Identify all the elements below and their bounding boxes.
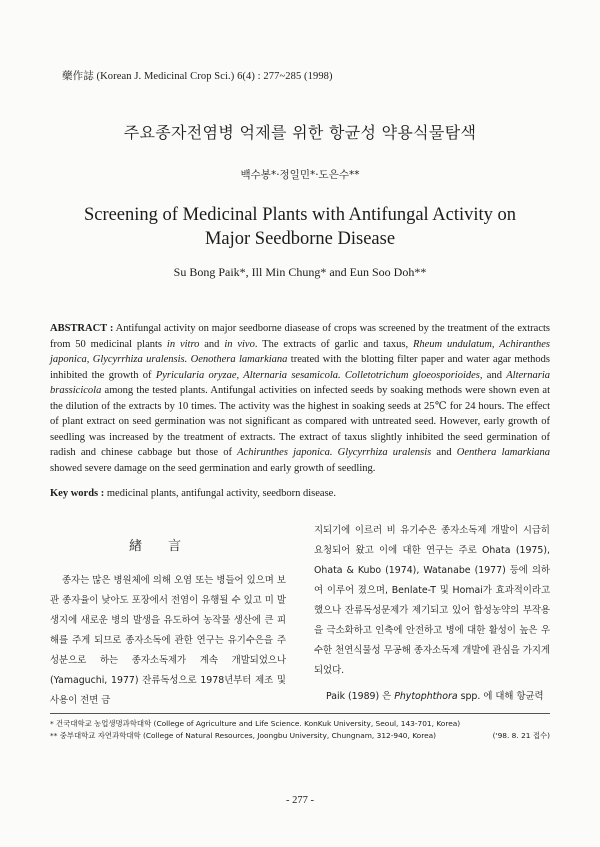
abstract-italic: Rheum undulatum, Achiranthes japonica, Glycyrrhiza uralensis. Oenothera lamarkiana [50,338,550,365]
abstract-text: . The extracts of garlic and taxus, [254,338,413,350]
abstract-italic: Achirunthes japonica. Glycyrrhiza uralensis [237,447,432,458]
intro-paragraph: 종자는 많은 병원체에 의해 오염 또는 병들어 있으며 보관 종자율이 낮아도 포장에서 전염이 유행될 수 있고 미 발생지에 새로운 병의 발생을 유도하여 농작물 생산에 큰 피해를 주게 되므로 종자소독에 관한 연구는 유기수은을 주성분으로 하는 종자소독제가 계속 개발되었으나 (Yamaguchi, 1977) 잔류독성으로 1978년부터 제조 및 사용이 전면 금 [50,575,286,706]
footnote-1: * 건국대학교 농업생명과학대학 (College of Agriculture and Life Science. KonKuk University, Seoul, 143-701, Korea) [50,719,461,728]
abstract-text: and [482,369,507,381]
abstract-italic: Alternaria brassicicola [50,369,550,396]
abstract-text: treated with the blotting filter paper and water agar methods inhibited the growth of [50,354,550,381]
page-number: - 277 - [286,795,314,806]
title-english [0,203,600,251]
title-korean: 주요종자전염병 억제를 위한 항균성 약용식물탐색 [123,123,477,142]
abstract-italic: in vitro [166,338,200,350]
section-heading-introduction: 緖言 [128,539,207,554]
left-column [50,521,286,711]
intro-paragraph-2 [314,687,550,707]
footnote-rule [50,713,550,714]
keywords-label: Key words : [50,488,105,499]
abstract-text: showed severe damage on the seed germination and early growth of seedling. [50,462,376,474]
title-english-line2: Major Seedborne Disease [204,229,396,249]
abstract-italic: in vivo [224,338,255,350]
para2-text: Paik (1989) 은 [326,691,395,702]
authors-english: Su Bong Paik*, Ill Min Chung* and Eun Soo Doh** [173,265,427,279]
abstract-text: and [199,338,225,350]
keywords [50,486,550,501]
abstract-label: ABSTRACT : [50,323,114,334]
abstract-italic: Pyricularia oryzae, Alternaria sesamicola. Colletotrichum gloeosporioides, [155,369,483,381]
abstract-text: and [431,447,457,458]
abstract-text: among the tested plants. Antifungal activities on infected seeds by soaking methods were shown even at the dilution of the extracts by 10 times. The activity was the highest in soaking seeds at 25℃ for 24 hours. The effect of plant extract on seed germination was not significant as compared with untreated seed. However, early growth of seedling was increased by the treatment of extracts. The extract of taxus slightly inhibited the seed germination of radish and chinese cabbage but those of [50,385,550,458]
para2-italic: Phytophthora [394,691,458,702]
abstract [50,321,550,476]
footnote-2 [50,731,550,741]
abstract-text: Antifungal activity on major seedborne diasease of crops was screened by the treatment of the extracts from 50 medicinal plants [50,323,550,350]
title-english-line1: Screening of Medicinal Plants with Antifungal Activity on [83,205,517,225]
para2-text: spp. 에 대해 항균력 [457,691,544,702]
intro-paragraph-continued: 지되기에 이르러 비 유기수은 종자소독제 개발이 시급히 요청되어 왔고 이에 대한 연구는 주로 Ohata (1975), Ohata & Kubo (1974), Watanabe (1977) 등에 의하여 이루어 졌으며, Benlate-T 및 Homai가 효과적이라고 했으나 잔류독성문제가 제기되고 있어 합성농약의 부작용을 극소화하고 인축에 안전하고 병에 대한 활성이 높은 우수한 천연식물성 무공해 종자소독제 개발에 관심을 가지게 되었다. [314,525,550,676]
right-column [314,521,550,707]
keywords-text: medicinal plants, antifungal activity, seedborn disease. [104,488,336,499]
journal-citation: 藥作誌 (Korean J. Medicinal Crop Sci.) 6(4) : 277~285 (1998) [62,71,333,82]
authors-korean: 백수봉*·정일민*·도은수** [240,169,360,181]
footnote-2-text: ** 중부대학교 자연과학대학 (College of Natural Resources, Joongbu University, Chungnam, 312-940, Korea) [50,731,437,740]
abstract-italic: Oenthera lamarkiana [456,447,550,458]
received-date: ('98. 8. 21 접수) [492,731,550,740]
